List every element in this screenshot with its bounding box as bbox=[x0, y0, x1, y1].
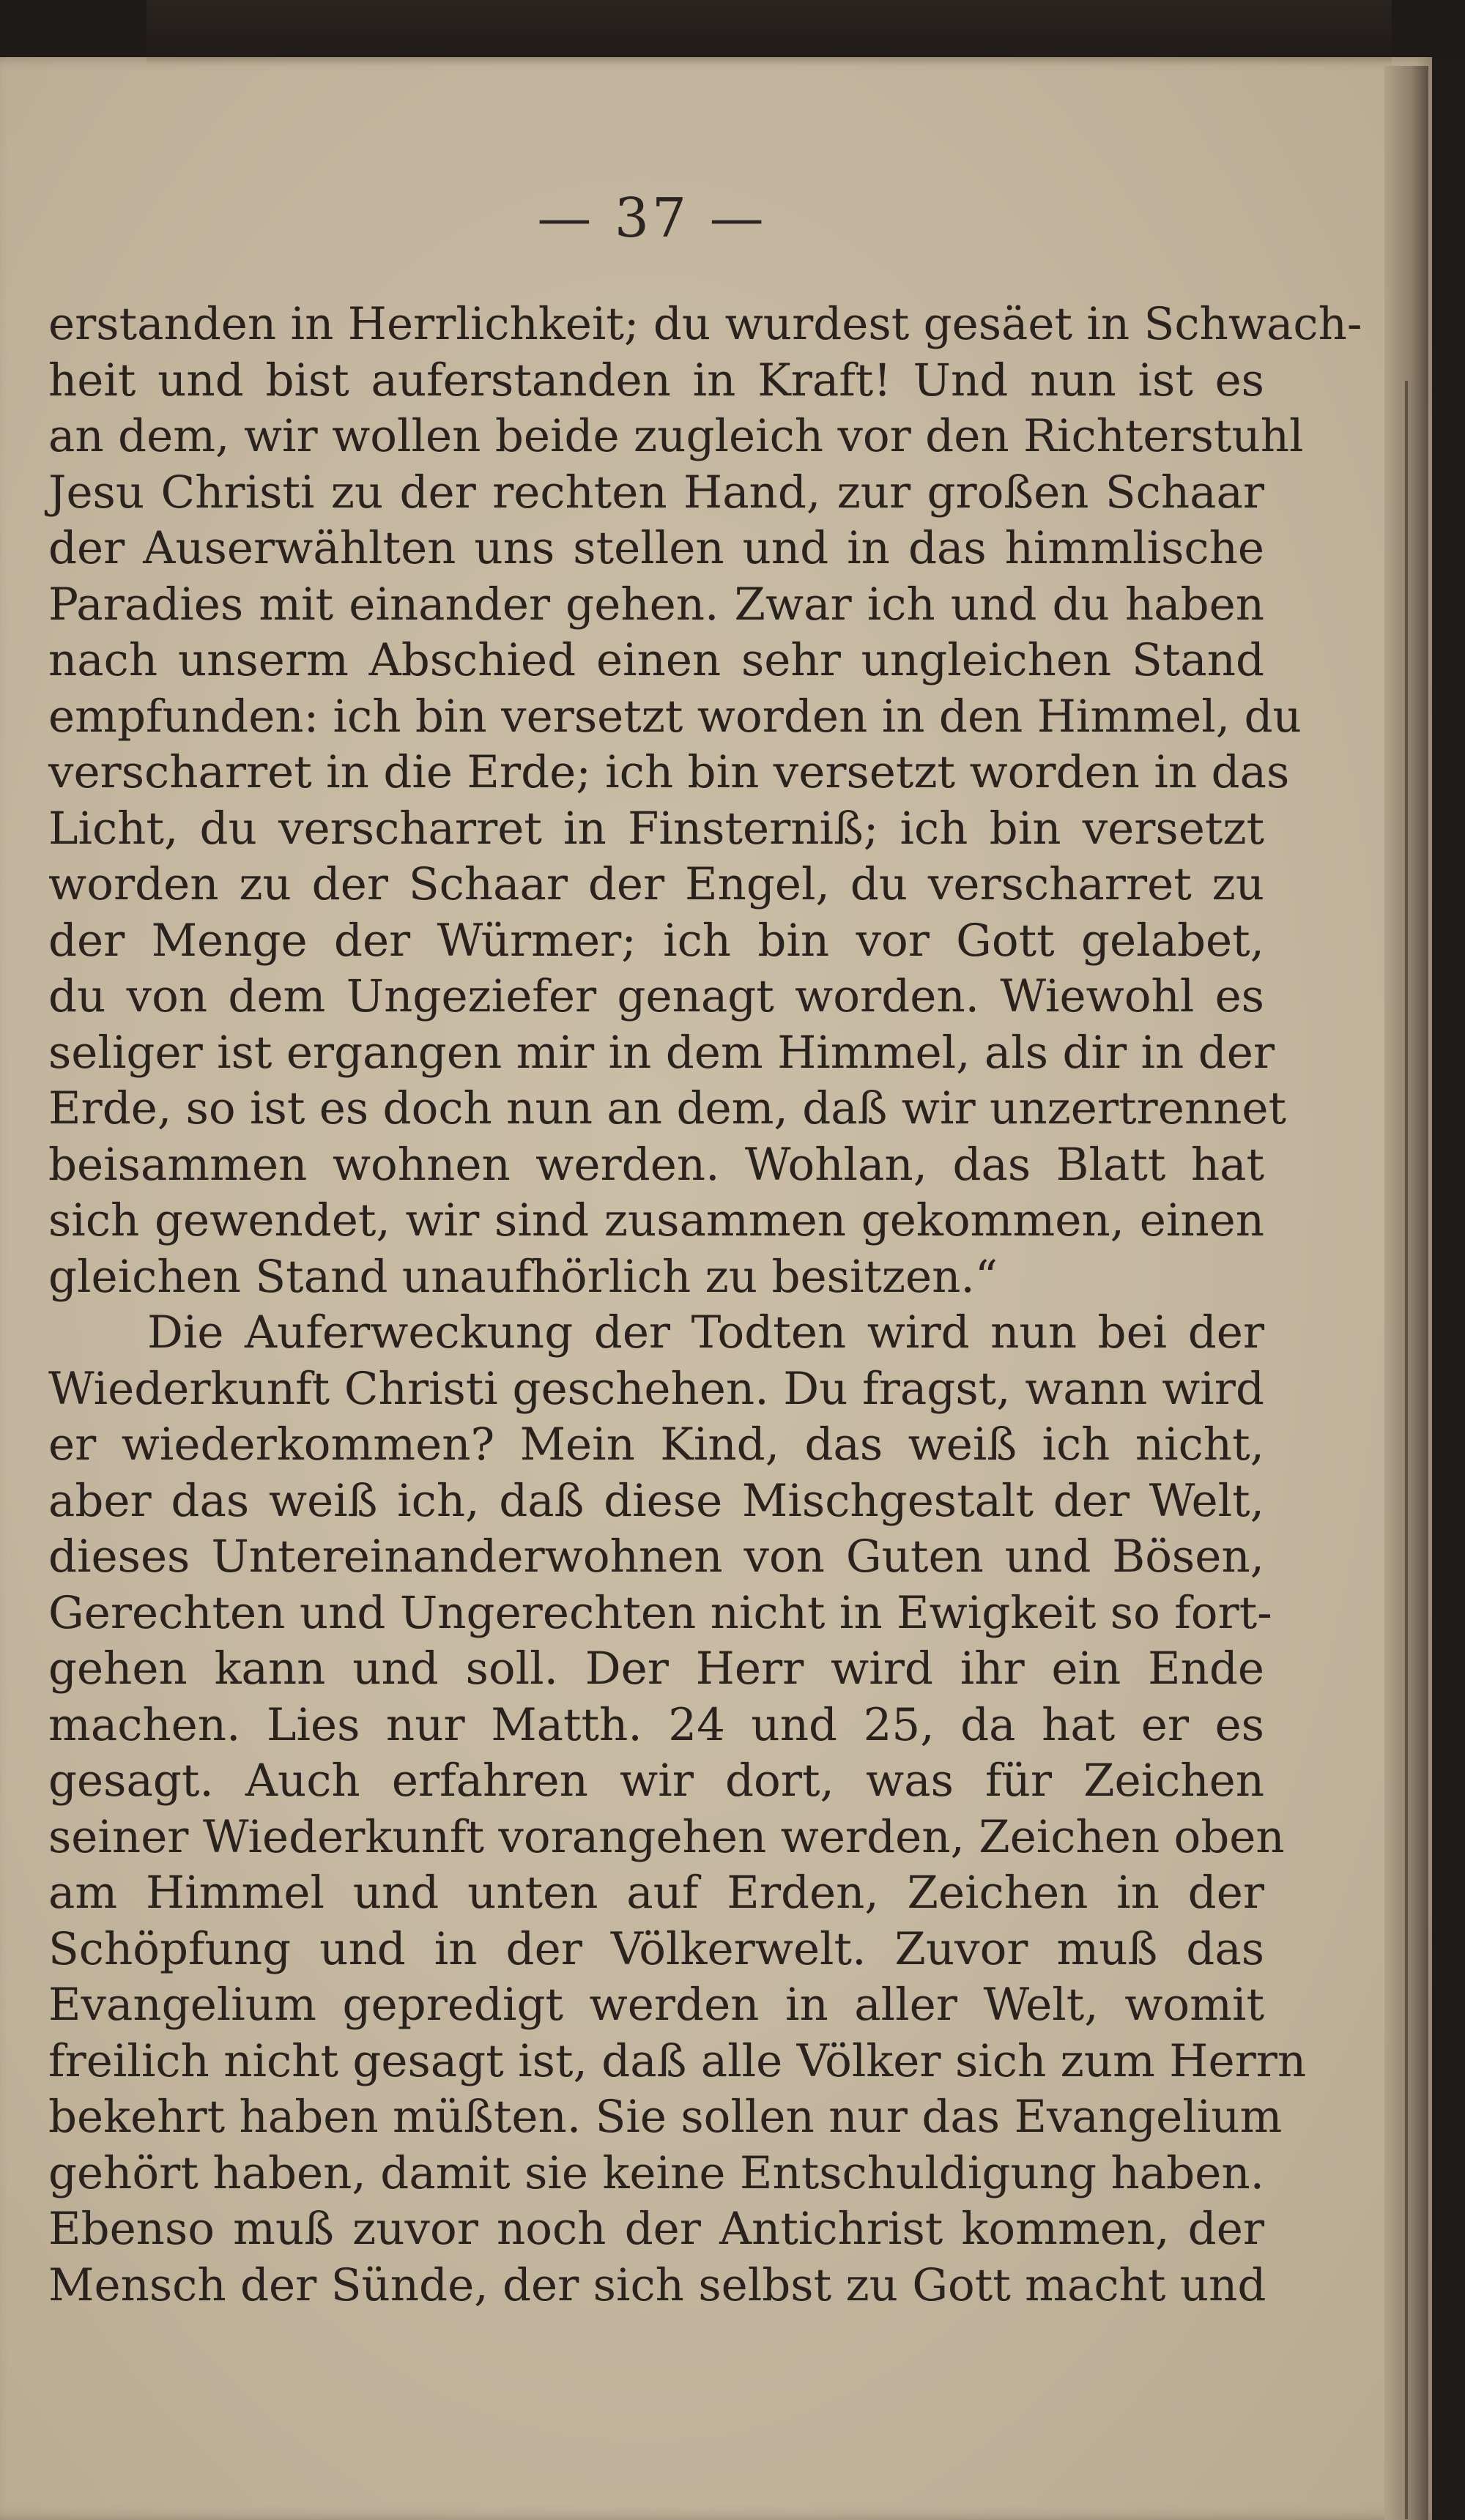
text-line: gleichen Stand unaufhörlich zu besitzen.“ bbox=[48, 1250, 998, 1303]
text-line: Ebenso muß zuvor noch der Antichrist kommen, der bbox=[48, 2203, 1264, 2255]
text-line: Evangelium gepredigt werden in aller Welt, womit bbox=[48, 1979, 1264, 2031]
text-line: bekehrt haben müßten. Sie sollen nur das Evangelium bbox=[48, 2091, 1283, 2143]
text-line: dieses Untereinanderwohnen von Guten und Bösen, bbox=[48, 1531, 1264, 1583]
text-line: Wiederkunft Christi geschehen. Du fragst, wann wird bbox=[48, 1362, 1264, 1415]
page-number: — 37 — bbox=[537, 187, 767, 250]
text-line: gesagt. Auch erfahren wir dort, was für Zeichen bbox=[48, 1755, 1264, 1807]
text-line: sich gewendet, wir sind zusammen gekommen, einen bbox=[48, 1194, 1264, 1246]
text-line: am Himmel und unten auf Erden, Zeichen in der bbox=[48, 1867, 1264, 1919]
text-line: Licht, du verscharret in Finsterniß; ich bin versetzt bbox=[48, 802, 1264, 855]
text-line: erstanden in Herrlichkeit; du wurdest gesäet in Schwach- bbox=[48, 298, 1362, 350]
text-line: der Auserwählten uns stellen und in das himmlische bbox=[48, 522, 1264, 574]
text-line: er wiederkommen? Mein Kind, das weiß ich nicht, bbox=[48, 1419, 1264, 1471]
text-line: nach unserm Abschied einen sehr ungleichen Stand bbox=[48, 634, 1264, 686]
page-fold-line bbox=[1405, 381, 1408, 2519]
text-line: seiner Wiederkunft vorangehen werden, Zeichen oben bbox=[48, 1810, 1285, 1863]
text-line: Mensch der Sünde, der sich selbst zu Gott macht und bbox=[48, 2259, 1266, 2311]
page-top-shadow bbox=[146, 0, 1392, 66]
text-line: Schöpfung und in der Völkerwelt. Zuvor muß das bbox=[48, 1922, 1264, 1975]
text-line: verscharret in die Erde; ich bin versetzt worden in das bbox=[48, 746, 1290, 798]
text-line: gehört haben, damit sie keine Entschuldigung haben. bbox=[48, 2147, 1264, 2199]
text-line: seliger ist ergangen mir in dem Himmel, als dir in der bbox=[48, 1026, 1275, 1079]
text-line: der Menge der Würmer; ich bin vor Gott gelabet, bbox=[48, 914, 1264, 967]
text-line: worden zu der Schaar der Engel, du verscharret zu bbox=[48, 858, 1264, 910]
text-line: du von dem Ungeziefer genagt worden. Wiewohl es bbox=[48, 970, 1264, 1022]
text-line: an dem, wir wollen beide zugleich vor den Richterstuhl bbox=[48, 410, 1304, 462]
text-line: freilich nicht gesagt ist, daß alle Völker sich zum Herrn bbox=[48, 2034, 1307, 2087]
text-line: aber das weiß ich, daß diese Mischgestalt der Welt, bbox=[48, 1474, 1264, 1527]
body-text bbox=[48, 297, 1362, 2313]
text-line: heit und bist auferstanden in Kraft! Und nun ist es bbox=[48, 354, 1264, 406]
text-line: machen. Lies nur Matth. 24 und 25, da hat er es bbox=[48, 1698, 1264, 1751]
text-line: Paradies mit einander gehen. Zwar ich und du haben bbox=[48, 578, 1264, 631]
text-line: beisammen wohnen werden. Wohlan, das Blatt hat bbox=[48, 1138, 1264, 1191]
text-line: Jesu Christi zu der rechten Hand, zur großen Schaar bbox=[48, 466, 1264, 519]
text-line: Gerechten und Ungerechten nicht in Ewigkeit so fort- bbox=[48, 1586, 1272, 1639]
text-line: Die Auferweckung der Todten wird nun bei der bbox=[147, 1307, 1264, 1359]
text-line: gehen kann und soll. Der Herr wird ihr ein Ende bbox=[48, 1643, 1264, 1695]
text-line: empfunden: ich bin versetzt worden in den Himmel, du bbox=[48, 690, 1302, 743]
text-line: Erde, so ist es doch nun an dem, daß wir unzertrennet bbox=[48, 1082, 1286, 1134]
